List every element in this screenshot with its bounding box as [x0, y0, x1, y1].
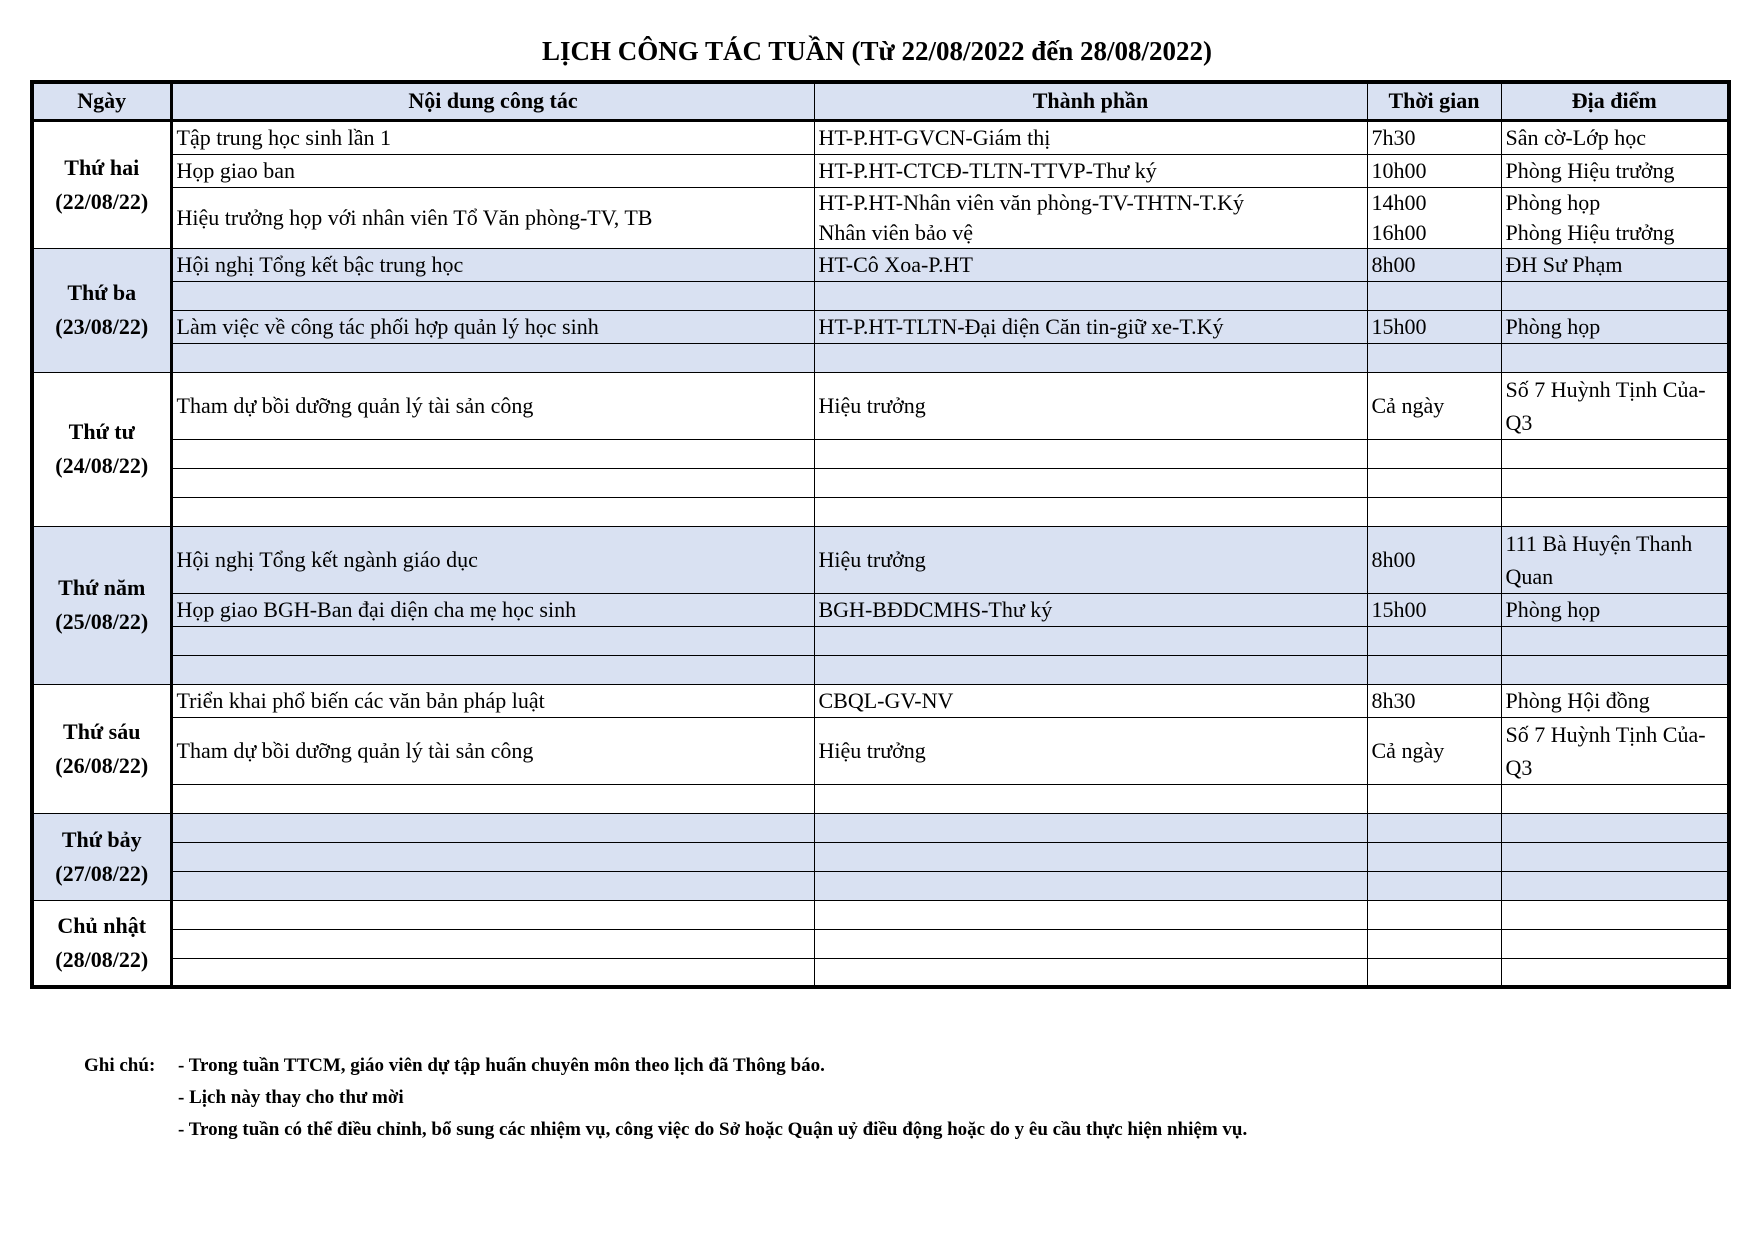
time-cell: 15h00	[1367, 593, 1501, 626]
table-row	[32, 717, 1729, 784]
day-cell	[32, 900, 171, 987]
members-cell	[814, 497, 1367, 526]
table-row	[32, 497, 1729, 526]
members-cell: HT-Cô Xoa-P.HT	[814, 248, 1367, 281]
members-cell	[814, 439, 1367, 468]
members-cell	[814, 842, 1367, 871]
location-cell: Phòng họp	[1501, 593, 1729, 626]
table-row	[32, 439, 1729, 468]
time-cell: 8h00	[1367, 248, 1501, 281]
location-cell: Sân cờ-Lớp học	[1501, 120, 1729, 154]
schedule-body	[32, 120, 1729, 987]
notes-label: Ghi chú:	[84, 1055, 156, 1076]
location-cell	[1501, 871, 1729, 900]
time-cell	[1367, 929, 1501, 958]
content-cell: Họp giao ban	[171, 154, 814, 187]
page-title: LỊCH CÔNG TÁC TUẦN (Từ 22/08/2022 đến 28/08/2022)	[541, 36, 1213, 66]
location-cell	[1501, 958, 1729, 987]
members-cell: HT-P.HT-TLTN-Đại diện Căn tin-giữ xe-T.Ký	[814, 310, 1367, 343]
column-header-location: Địa điểm	[1501, 82, 1729, 120]
time-cell-line: 16h00	[1371, 219, 1427, 245]
members-cell	[814, 900, 1367, 929]
note-item: - Trong tuần có thể điều chỉnh, bổ sung các nhiệm vụ, công việc do Sở hoặc Quận uỷ điều động hoặc do y êu cầu thực hiện nhiệm vụ.	[178, 1119, 1248, 1140]
location-cell	[1501, 842, 1729, 871]
content-cell: Tập trung học sinh lần 1	[171, 120, 814, 154]
members-cell	[814, 929, 1367, 958]
time-cell: 8h30	[1367, 684, 1501, 717]
note-item: - Trong tuần TTCM, giáo viên dự tập huấn chuyên môn theo lịch đã Thông báo.	[178, 1055, 825, 1076]
location-cell	[1501, 439, 1729, 468]
table-row	[32, 655, 1729, 684]
table-row	[32, 526, 1729, 593]
table-row	[32, 593, 1729, 626]
content-cell	[171, 871, 814, 900]
time-cell	[1367, 813, 1501, 842]
day-date: (27/08/22)	[55, 860, 149, 886]
members-cell-line: HT-P.HT-Nhân viên văn phòng-TV-THTN-T.Ký	[818, 189, 1244, 215]
column-header-time: Thời gian	[1367, 82, 1501, 120]
location-cell-line: Phòng họp	[1505, 189, 1601, 215]
day-date: (22/08/22)	[55, 188, 149, 214]
table-row	[32, 154, 1729, 187]
day-name: Thứ tư	[68, 419, 135, 444]
time-cell	[1367, 784, 1501, 813]
members-cell	[814, 343, 1367, 372]
members-cell: Hiệu trưởng	[814, 526, 1367, 593]
content-cell: Triển khai phổ biến các văn bản pháp luật	[171, 684, 814, 717]
time-cell	[1367, 655, 1501, 684]
location-cell	[1501, 900, 1729, 929]
table-row	[32, 784, 1729, 813]
location-cell	[1501, 497, 1729, 526]
table-row	[32, 929, 1729, 958]
time-cell	[1367, 187, 1501, 248]
table-row	[32, 900, 1729, 929]
location-cell: Số 7 Huỳnh Tịnh Của-Q3	[1501, 717, 1729, 784]
time-cell	[1367, 626, 1501, 655]
members-cell	[814, 281, 1367, 310]
members-cell	[814, 958, 1367, 987]
day-cell	[32, 120, 171, 248]
content-cell: Hiệu trưởng họp với nhân viên Tổ Văn phòng-TV, TB	[171, 187, 814, 248]
location-cell: Phòng họp	[1501, 310, 1729, 343]
day-name: Thứ năm	[58, 575, 146, 600]
location-cell	[1501, 784, 1729, 813]
table-row	[32, 684, 1729, 717]
time-cell	[1367, 871, 1501, 900]
day-cell	[32, 526, 171, 684]
content-cell	[171, 343, 814, 372]
location-cell: Số 7 Huỳnh Tịnh Của-Q3	[1501, 372, 1729, 439]
header-row	[32, 82, 1729, 120]
table-row	[32, 281, 1729, 310]
content-cell: Tham dự bồi dưỡng quản lý tài sản công	[171, 717, 814, 784]
time-cell	[1367, 343, 1501, 372]
table-row	[32, 248, 1729, 281]
table-row	[32, 187, 1729, 248]
content-cell	[171, 655, 814, 684]
table-row	[32, 310, 1729, 343]
time-cell	[1367, 497, 1501, 526]
day-date: (25/08/22)	[55, 609, 149, 634]
time-cell	[1367, 439, 1501, 468]
day-name: Chủ nhật	[57, 912, 147, 938]
day-date: (23/08/22)	[55, 314, 149, 339]
members-cell: Hiệu trưởng	[814, 372, 1367, 439]
members-cell	[814, 626, 1367, 655]
day-name: Thứ ba	[67, 280, 137, 305]
members-cell	[814, 813, 1367, 842]
column-header-day: Ngày	[32, 82, 171, 120]
time-cell: Cả ngày	[1367, 372, 1501, 439]
content-cell	[171, 842, 814, 871]
location-cell	[1501, 626, 1729, 655]
day-date: (28/08/22)	[55, 946, 149, 972]
content-cell	[171, 958, 814, 987]
location-cell	[1501, 813, 1729, 842]
day-name: Thứ sáu	[63, 718, 141, 744]
table-row	[32, 813, 1729, 842]
location-cell	[1501, 929, 1729, 958]
time-cell: 7h30	[1367, 120, 1501, 154]
members-cell: BGH-BĐDCMHS-Thư ký	[814, 593, 1367, 626]
time-cell: 10h00	[1367, 154, 1501, 187]
day-cell	[32, 684, 171, 813]
members-cell: HT-P.HT-CTCĐ-TLTN-TTVP-Thư ký	[814, 154, 1367, 187]
content-cell	[171, 468, 814, 497]
time-cell: Cả ngày	[1367, 717, 1501, 784]
content-cell: Hội nghị Tổng kết bậc trung học	[171, 248, 814, 281]
members-cell-line: Nhân viên bảo vệ	[818, 219, 974, 245]
content-cell	[171, 813, 814, 842]
table-row	[32, 626, 1729, 655]
content-cell	[171, 626, 814, 655]
location-cell: Phòng Hiệu trưởng	[1501, 154, 1729, 187]
content-cell	[171, 784, 814, 813]
time-cell	[1367, 900, 1501, 929]
location-cell	[1501, 655, 1729, 684]
column-header-members: Thành phần	[814, 82, 1367, 120]
location-cell	[1501, 468, 1729, 497]
members-cell: Hiệu trưởng	[814, 717, 1367, 784]
day-name: Thứ hai	[64, 154, 140, 180]
content-cell	[171, 900, 814, 929]
time-cell: 8h00	[1367, 526, 1501, 593]
content-cell: Tham dự bồi dưỡng quản lý tài sản công	[171, 372, 814, 439]
note-item: - Lịch này thay cho thư mời	[178, 1087, 404, 1108]
table-row	[32, 120, 1729, 154]
content-cell	[171, 929, 814, 958]
time-cell	[1367, 281, 1501, 310]
members-cell: HT-P.HT-GVCN-Giám thị	[814, 120, 1367, 154]
location-cell	[1501, 187, 1729, 248]
members-cell	[814, 871, 1367, 900]
day-date: (26/08/22)	[55, 752, 149, 778]
table-row	[32, 343, 1729, 372]
location-cell: 111 Bà Huyện Thanh Quan	[1501, 526, 1729, 593]
column-header-content: Nội dung công tác	[171, 82, 814, 120]
table-row	[32, 842, 1729, 871]
content-cell	[171, 281, 814, 310]
time-cell-line: 14h00	[1371, 189, 1427, 215]
content-cell: Làm việc về công tác phối hợp quản lý học sinh	[171, 310, 814, 343]
time-cell	[1367, 958, 1501, 987]
content-cell: Hội nghị Tổng kết ngành giáo dục	[171, 526, 814, 593]
notes-section	[84, 1050, 1247, 1146]
members-cell	[814, 655, 1367, 684]
content-cell	[171, 497, 814, 526]
members-cell	[814, 784, 1367, 813]
day-cell	[32, 248, 171, 372]
table-row	[32, 958, 1729, 987]
time-cell	[1367, 468, 1501, 497]
day-cell	[32, 813, 171, 900]
members-cell	[814, 468, 1367, 497]
table-row	[32, 468, 1729, 497]
location-cell	[1501, 343, 1729, 372]
location-cell-line: Phòng Hiệu trưởng	[1505, 219, 1675, 245]
time-cell: 15h00	[1367, 310, 1501, 343]
location-cell	[1501, 281, 1729, 310]
content-cell	[171, 439, 814, 468]
members-cell	[814, 187, 1367, 248]
content-cell: Họp giao BGH-Ban đại diện cha mẹ học sinh	[171, 593, 814, 626]
members-cell: CBQL-GV-NV	[814, 684, 1367, 717]
location-cell: Phòng Hội đồng	[1501, 684, 1729, 717]
schedule-table	[30, 80, 1731, 989]
table-row	[32, 871, 1729, 900]
day-cell	[32, 372, 171, 526]
table-row	[32, 372, 1729, 439]
location-cell: ĐH Sư Phạm	[1501, 248, 1729, 281]
day-name: Thứ bảy	[61, 826, 142, 852]
day-date: (24/08/22)	[55, 453, 149, 478]
time-cell	[1367, 842, 1501, 871]
